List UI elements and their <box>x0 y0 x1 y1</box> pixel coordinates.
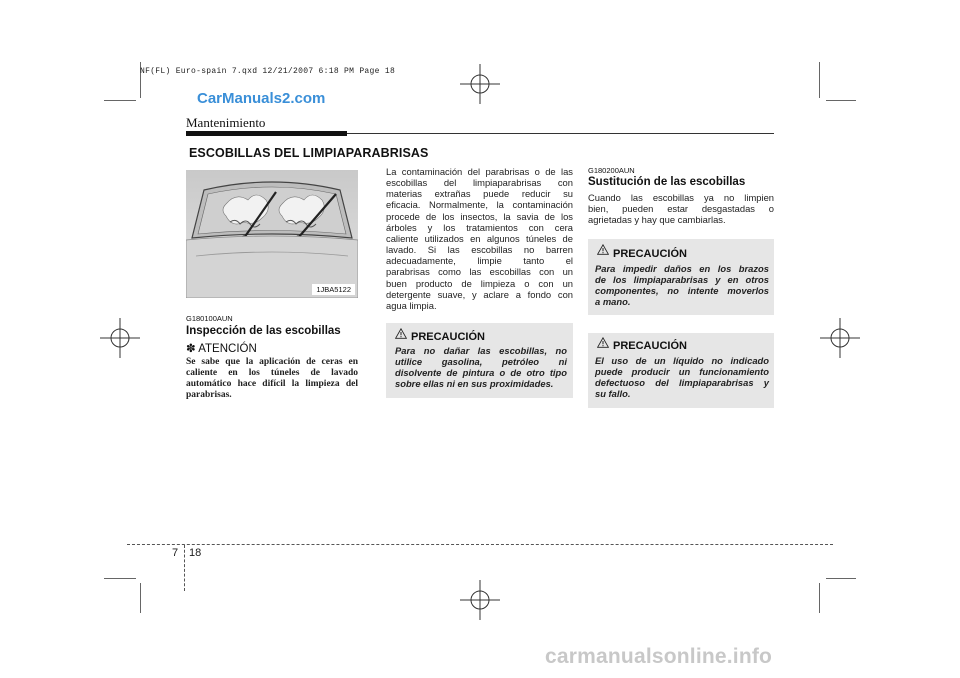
caution-line: componentes, no intente moverlos <box>595 285 769 296</box>
body-line: árboles y los tratamientos con cera <box>386 221 573 233</box>
attention-line: automático hace difícil la limpieza del <box>186 379 358 389</box>
contamination-text <box>386 166 573 311</box>
caution-line: utilice gasolina, petróleo ni <box>395 356 567 367</box>
caution-text <box>595 355 769 399</box>
caution-text <box>595 263 769 307</box>
body-line: Cuando las escobillas ya no limpien <box>588 192 774 203</box>
attention-line: Se sabe que la aplicación de ceras en <box>186 357 358 367</box>
warning-triangle-icon <box>395 328 407 339</box>
crop-mark-top-left-h <box>104 100 136 101</box>
caution-line: puede producir un funcionamiento <box>595 366 769 377</box>
footer-separator <box>184 545 185 591</box>
caution-title: PRECAUCIÓN <box>613 340 687 352</box>
body-line: eficacia. Normalmente, la contaminación <box>386 199 573 211</box>
warning-triangle-icon <box>597 337 609 348</box>
registration-mark-right <box>820 318 860 358</box>
print-slug-line: NF(FL) Euro-spain 7.qxd 12/21/2007 6:18 PM Page 18 <box>140 67 396 76</box>
caution-text <box>395 345 567 389</box>
header-thin-rule <box>347 133 774 134</box>
body-line: buen producto de limpieza o con un <box>386 277 573 289</box>
attention-line: parabrisas. <box>186 390 232 400</box>
right-section-code: G180200AUN <box>588 166 635 175</box>
windshield-figure <box>186 170 358 298</box>
inspection-heading: Inspección de las escobillas <box>186 325 341 337</box>
caution-box-fluid <box>588 333 774 408</box>
caution-line: Para no dañar las escobillas, no <box>395 345 567 356</box>
crop-mark-bottom-left-v <box>140 583 141 613</box>
figure-code: 1JBA5122 <box>312 284 355 295</box>
body-line: parabrisas como las escobillas con un <box>386 266 573 278</box>
body-line: escobillas del limpiaparabrisas con <box>386 177 573 189</box>
attention-line: caliente en los túneles de lavado <box>186 368 358 378</box>
caution-line: a mano. <box>595 296 631 307</box>
page-number: 18 <box>189 547 202 559</box>
warning-triangle-icon <box>597 244 609 255</box>
crop-mark-bottom-left-h <box>104 578 136 579</box>
body-line: procede de los insectos, la savia de los <box>386 210 573 222</box>
page-title: ESCOBILLAS DEL LIMPIAPARABRISAS <box>189 146 429 160</box>
caution-line: de los limpiaparabrisas y en otros <box>595 274 769 285</box>
caution-box-wiper-arms <box>588 239 774 315</box>
caution-line: sobre ellas ni en sus proximidades. <box>395 378 554 389</box>
crop-mark-top-right-v <box>819 62 820 98</box>
body-line: agrietadas y hay que cambiarlas. <box>588 214 726 226</box>
body-line: detergente suave, y aclare a fondo con <box>386 288 573 300</box>
crop-mark-bottom-right-h <box>826 578 856 579</box>
caution-box-chemicals <box>386 323 573 398</box>
replacement-text <box>588 192 774 225</box>
body-line: materias extrañas puede reducir su <box>386 188 573 200</box>
body-line: caliente utilizados en algunos túneles de <box>386 232 573 244</box>
caution-line: disolvente de pintura o de otro tipo <box>395 367 567 378</box>
windshield-wipers-illustration <box>186 170 358 298</box>
caution-line: Para impedir daños en los brazos <box>595 263 769 274</box>
footer-rule <box>127 544 833 545</box>
body-line: adecuadamente, limpie tanto el <box>386 255 573 267</box>
site-watermark-link[interactable]: carmanualsonline.info <box>545 645 773 668</box>
body-line: La contaminación del parabrisas o de las <box>386 166 573 177</box>
body-line: bien, pueden estar desgastadas o <box>588 203 774 215</box>
carmanuals-watermark-link[interactable]: CarManuals2.com <box>197 90 326 107</box>
chapter-number: 7 <box>172 547 179 559</box>
caution-title: PRECAUCIÓN <box>411 331 485 343</box>
registration-mark-bottom <box>460 580 500 620</box>
registration-mark-left <box>100 318 140 358</box>
registration-mark-top <box>460 64 500 104</box>
crop-mark-bottom-right-v <box>819 583 820 613</box>
caution-line: El uso de un líquido no indicado <box>595 355 769 366</box>
replacement-heading: Sustitución de las escobillas <box>588 176 746 188</box>
caution-line: defectuoso del limpiaparabrisas y <box>595 377 769 388</box>
caution-title: PRECAUCIÓN <box>613 248 687 260</box>
crop-mark-top-right-h <box>826 100 856 101</box>
body-line: lavado. Si las escobillas no barren <box>386 244 573 256</box>
caution-line: su fallo. <box>595 388 631 399</box>
body-line: agua limpia. <box>386 299 437 311</box>
attention-title: ✽ ATENCIÓN <box>186 343 257 355</box>
left-section-code: G180100AUN <box>186 314 233 323</box>
attention-text <box>186 357 358 401</box>
section-label: Mantenimiento <box>186 115 266 130</box>
